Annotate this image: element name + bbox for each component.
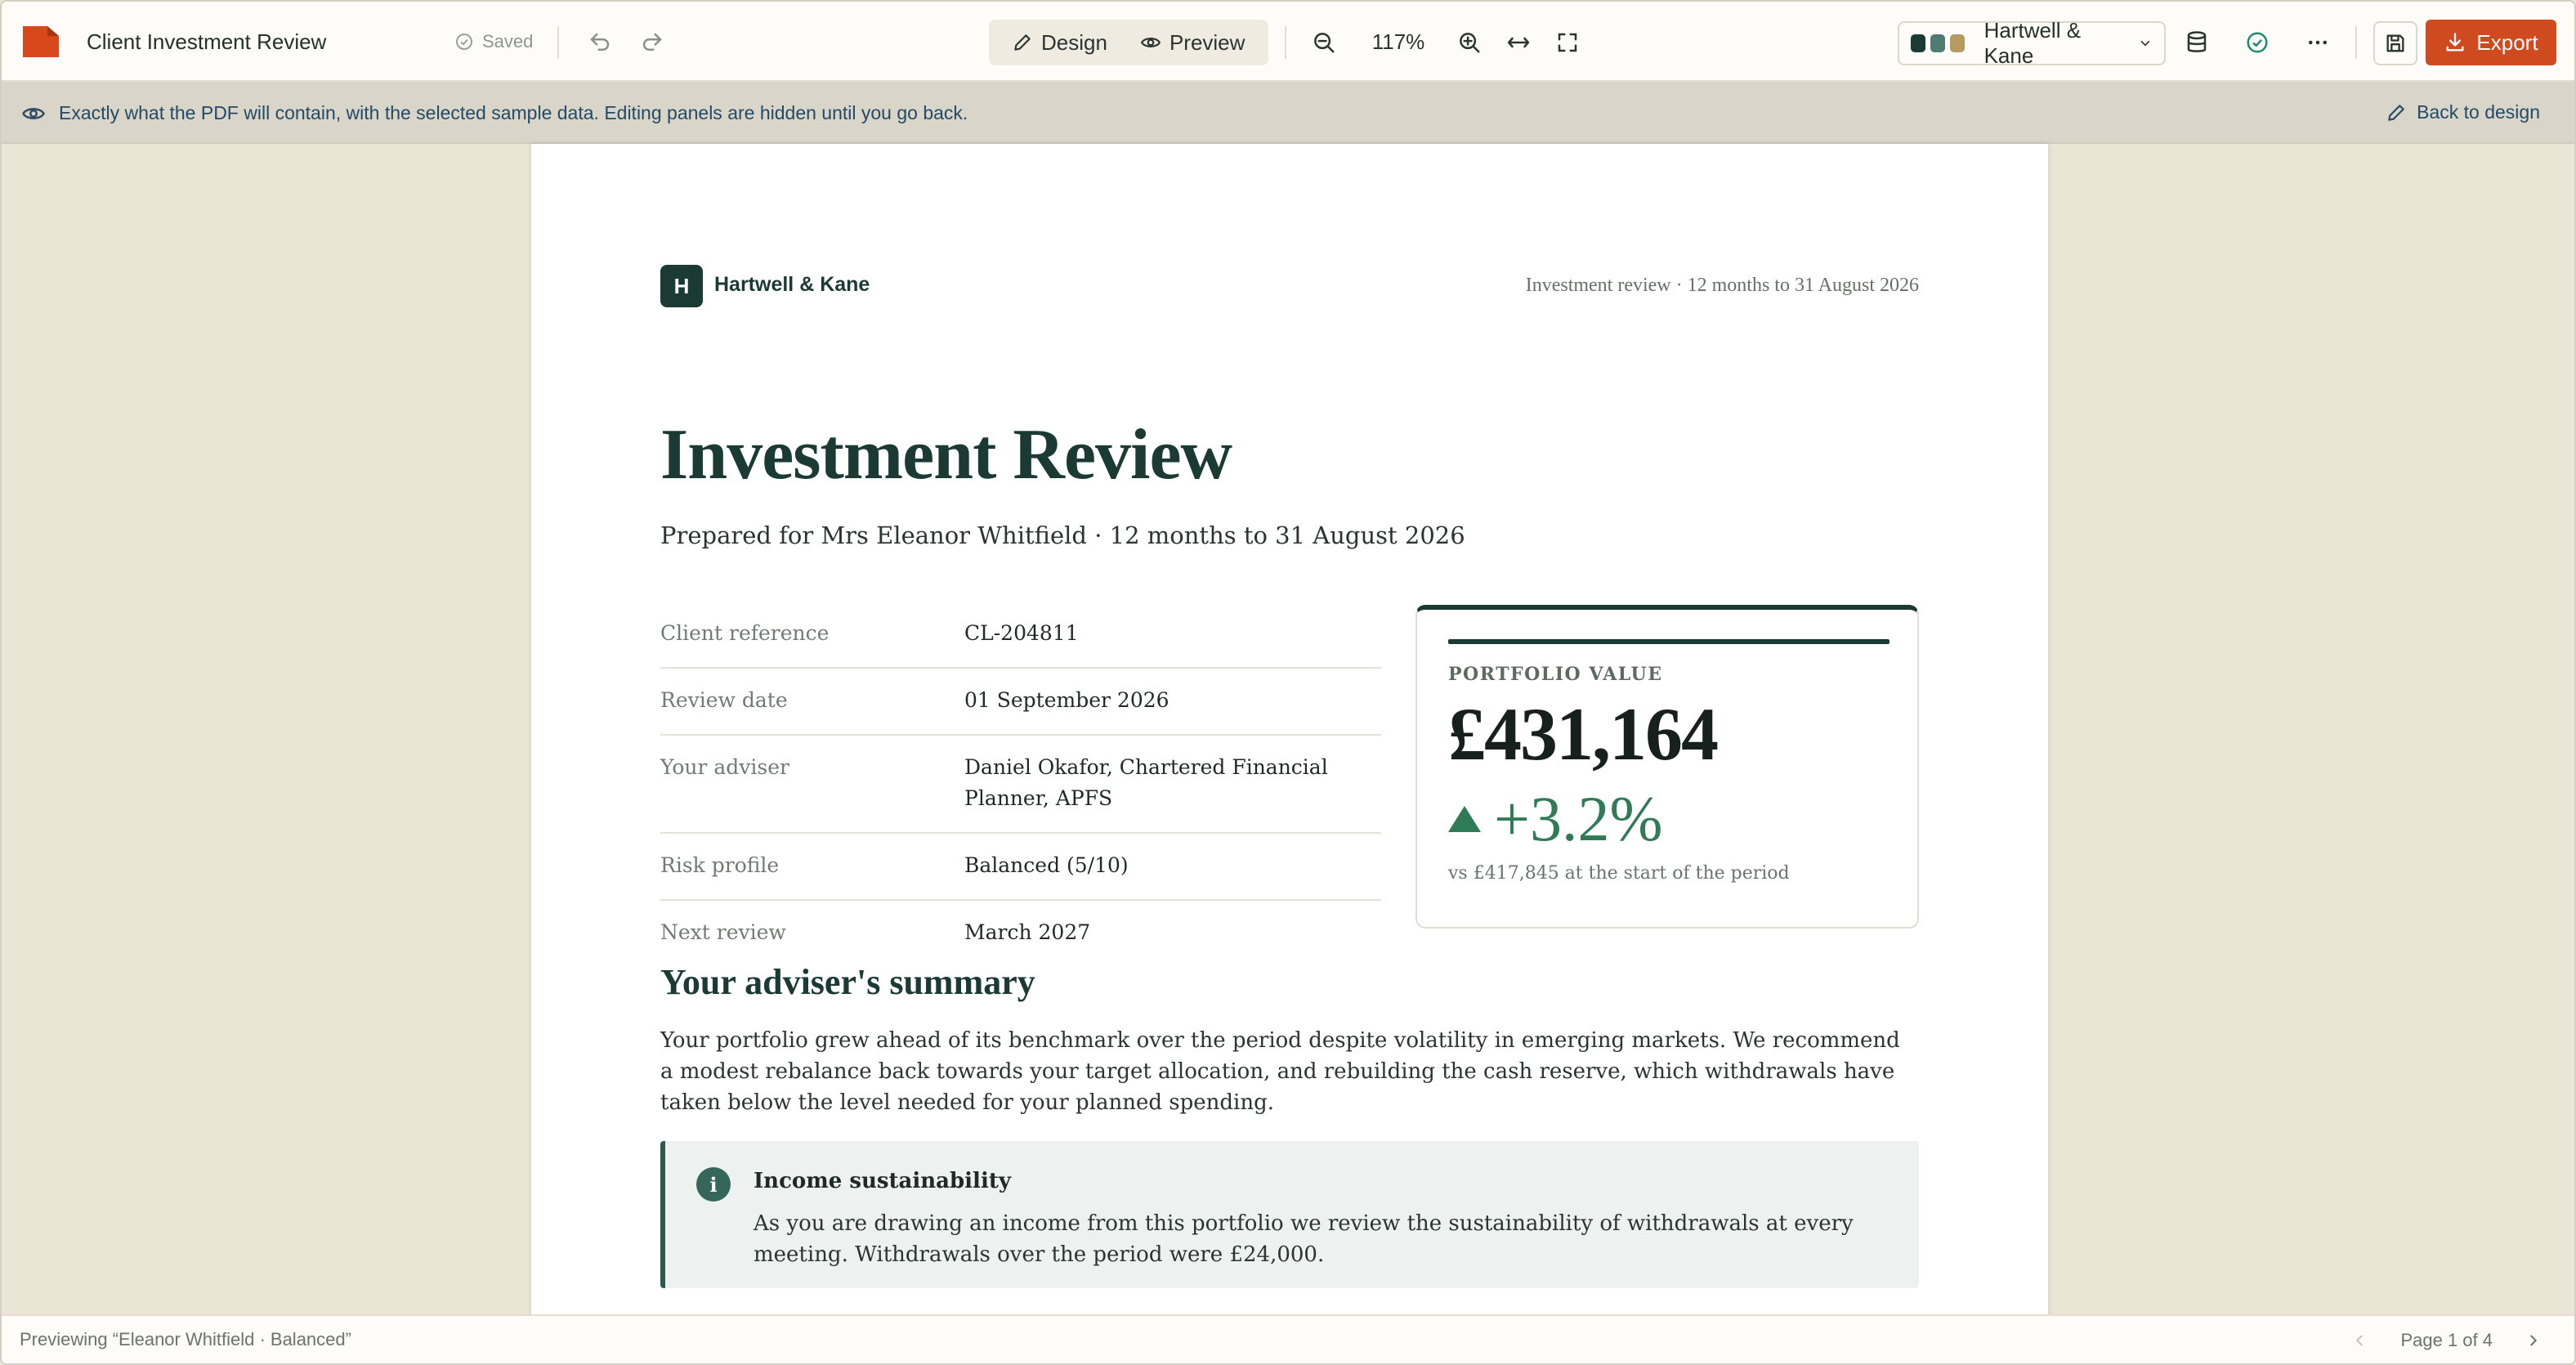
eye-icon xyxy=(1140,32,1161,53)
preview-mode-label: Preview xyxy=(1169,29,1246,55)
fit-width-button[interactable] xyxy=(1499,23,1538,62)
back-to-design-link[interactable] xyxy=(2386,101,2540,123)
undo-icon xyxy=(588,30,612,55)
pencil-icon xyxy=(1012,32,1033,53)
previewing-sample-label: Previewing “Eleanor Whitfield · Balanced” xyxy=(20,1329,351,1349)
redo-button[interactable] xyxy=(633,23,672,62)
row-label: Your adviser xyxy=(660,755,789,779)
document-subtitle: Prepared for Mrs Eleanor Whitfield · 12 months to 31 August 2026 xyxy=(660,521,1465,549)
check-circle-icon xyxy=(454,32,474,51)
callout-body: As you are drawing an income from this portfolio we review the sustainability of withdrawals at every meeting. Withdrawals over the period were £24,000. xyxy=(754,1211,1854,1267)
toolbar-divider xyxy=(557,26,559,59)
brand-name: Hartwell & Kane xyxy=(1983,18,2082,68)
export-label: Export xyxy=(2476,29,2538,55)
row-label: Next review xyxy=(660,920,786,944)
document-page xyxy=(531,144,2048,1318)
callout-title: Income sustainability xyxy=(754,1169,1011,1193)
page-indicator: Page 1 of 4 xyxy=(2400,1330,2493,1350)
client-details-table xyxy=(660,602,1381,966)
row-label: Review date xyxy=(660,688,788,712)
fullscreen-icon xyxy=(1555,30,1580,55)
row-label: Risk profile xyxy=(660,853,780,877)
back-to-design-label: Back to design xyxy=(2417,101,2540,123)
brand-swatch xyxy=(1911,34,1925,52)
zoom-in-button[interactable] xyxy=(1450,23,1489,62)
pencil-icon xyxy=(2386,102,2407,123)
zoom-in-icon xyxy=(1457,30,1482,55)
table-row xyxy=(660,602,1381,669)
check-circle-icon xyxy=(2245,30,2270,55)
brand-name: Hartwell & Kane xyxy=(714,273,870,296)
portfolio-change-value: +3.2% xyxy=(1494,783,1663,854)
table-row xyxy=(660,901,1381,966)
eye-icon xyxy=(21,101,46,126)
more-horizontal-icon xyxy=(2305,30,2330,55)
portfolio-value-card xyxy=(1415,605,1919,929)
design-mode-label: Design xyxy=(1041,29,1107,55)
toolbar-divider xyxy=(1285,26,1286,59)
summary-paragraph: Your portfolio grew ahead of its benchmark over the period despite volatility in emerging markets. We recommend a modest rebalance back towards your target allocation, and rebuilding the cash reserve, which withdrawals have taken below the level needed for your planned spending. xyxy=(660,1028,1900,1115)
previous-page-button[interactable] xyxy=(2343,1324,2376,1357)
row-value: March 2027 xyxy=(964,920,1091,944)
summary-heading: Your adviser's summary xyxy=(660,962,1035,1002)
portfolio-change xyxy=(1448,785,1886,853)
table-row xyxy=(660,834,1381,901)
preview-mode-button[interactable] xyxy=(1124,25,1261,60)
save-icon xyxy=(2384,32,2407,55)
page-pager xyxy=(2343,1324,2550,1357)
table-row xyxy=(660,736,1381,834)
fit-width-icon xyxy=(1506,30,1531,55)
next-page-button[interactable] xyxy=(2517,1324,2550,1357)
zoom-out-button[interactable] xyxy=(1304,23,1344,62)
app-logo-icon[interactable] xyxy=(23,26,59,57)
row-label: Client reference xyxy=(660,621,830,645)
document-title[interactable]: Client Investment Review xyxy=(87,29,327,54)
top-toolbar xyxy=(2,2,2574,82)
database-icon xyxy=(2185,30,2209,55)
design-mode-button[interactable] xyxy=(995,25,1124,60)
row-value: 01 September 2026 xyxy=(964,688,1169,712)
chevron-right-icon xyxy=(2525,1331,2542,1349)
brand-theme-select[interactable] xyxy=(1898,18,2166,68)
brand-swatch xyxy=(1950,34,1965,52)
document-title: Investment Review xyxy=(660,415,1232,495)
preview-banner-text: Exactly what the PDF will contain, with the selected sample data. Editing panels are hidden until you go back. xyxy=(59,102,968,123)
toolbar-divider xyxy=(2355,26,2357,59)
brand-swatch xyxy=(1930,34,1945,52)
zoom-out-icon xyxy=(1312,30,1336,55)
portfolio-value: £431,164 xyxy=(1448,692,1717,776)
undo-button[interactable] xyxy=(580,23,619,62)
saved-label: Saved xyxy=(482,31,534,51)
preview-banner xyxy=(2,82,2574,144)
row-value: CL-204811 xyxy=(964,621,1079,645)
income-sustainability-callout xyxy=(660,1141,1919,1288)
chevron-left-icon xyxy=(2350,1331,2368,1349)
download-icon xyxy=(2444,31,2466,54)
table-row xyxy=(660,669,1381,736)
card-accent-rule xyxy=(1448,639,1890,644)
validation-status-button[interactable] xyxy=(2238,23,2277,62)
portfolio-value-label: PORTFOLIO VALUE xyxy=(1448,664,1663,685)
fullscreen-button[interactable] xyxy=(1548,23,1587,62)
save-button[interactable] xyxy=(2373,21,2417,65)
export-button[interactable] xyxy=(2426,20,2556,65)
portfolio-change-note: vs £417,845 at the start of the period xyxy=(1448,863,1790,884)
mode-toggle xyxy=(989,20,1268,65)
status-bar xyxy=(2,1314,2574,1363)
chevron-down-icon xyxy=(2138,35,2153,51)
zoom-level[interactable]: 117% xyxy=(1371,29,1425,54)
redo-icon xyxy=(640,30,664,55)
trend-up-icon xyxy=(1448,806,1481,832)
row-value: Balanced (5/10) xyxy=(964,853,1129,877)
data-source-button[interactable] xyxy=(2177,23,2216,62)
brand-logo-mark: H xyxy=(660,265,703,307)
row-value: Daniel Okafor, Chartered Financial Planner, APFS xyxy=(964,755,1328,810)
info-icon: i xyxy=(696,1167,731,1202)
save-status xyxy=(454,31,533,52)
more-options-button[interactable] xyxy=(2298,23,2337,62)
page-header-meta: Investment review · 12 months to 31 August 2026 xyxy=(1525,275,1919,296)
